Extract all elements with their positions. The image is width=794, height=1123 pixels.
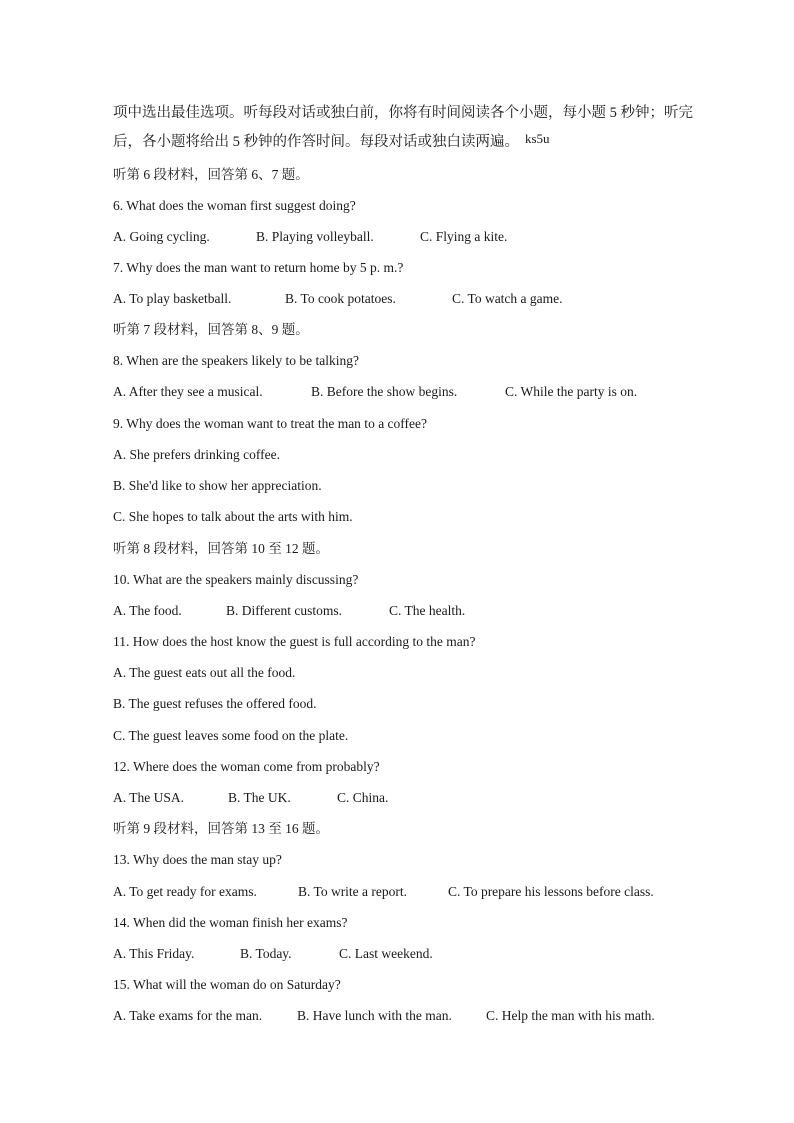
option-c: C. To watch a game. xyxy=(452,291,563,306)
option-a: A. This Friday. xyxy=(113,946,195,961)
option-b: B. The guest refuses the offered food. xyxy=(113,696,317,711)
option-c: C. The health. xyxy=(389,603,466,618)
option-c: C. While the party is on. xyxy=(505,384,638,399)
options-row xyxy=(113,602,465,620)
option-a: A. The food. xyxy=(113,603,182,618)
option-b: B. Have lunch with the man. xyxy=(297,1008,452,1023)
section-heading: 听第 7 段材料，回答第 8、9 题。 xyxy=(113,322,309,337)
option-a: A. After they see a musical. xyxy=(113,384,263,399)
option-c: C. China. xyxy=(337,790,389,805)
question-stem: 12. Where does the woman come from probably? xyxy=(113,759,380,774)
intro-line-1: 项中选出最佳选项。听每段对话或独白前，你将有时间阅读各个小题，每小题 5 秒钟；听完 xyxy=(113,105,693,121)
option-c: C. She hopes to talk about the arts with him. xyxy=(113,509,353,524)
option-a: A. To get ready for exams. xyxy=(113,884,257,899)
option-a: A. The USA. xyxy=(113,790,185,805)
question-stem: 8. When are the speakers likely to be talking? xyxy=(113,353,360,368)
option-b: B. The UK. xyxy=(228,790,291,805)
ks5u-mark: ks5u xyxy=(525,131,550,146)
options-row xyxy=(113,1007,655,1025)
option-a: A. To play basketball. xyxy=(113,291,232,306)
option-b: B. Today. xyxy=(240,946,292,961)
question-stem: 11. How does the host know the guest is full according to the man? xyxy=(113,634,476,649)
question-stem: 9. Why does the woman want to treat the man to a coffee? xyxy=(113,416,428,431)
question-stem: 6. What does the woman first suggest doing? xyxy=(113,198,356,213)
section-heading: 听第 9 段材料，回答第 13 至 16 题。 xyxy=(113,821,329,836)
section-heading: 听第 8 段材料，回答第 10 至 12 题。 xyxy=(113,541,329,556)
options-row xyxy=(113,383,637,401)
option-c: C. Flying a kite. xyxy=(420,229,508,244)
option-c: C. To prepare his lessons before class. xyxy=(448,884,654,899)
option-b: B. To write a report. xyxy=(298,884,408,899)
question-stem: 14. When did the woman finish her exams? xyxy=(113,915,348,930)
options-row xyxy=(113,883,654,901)
option-a: A. The guest eats out all the food. xyxy=(113,665,296,680)
options-row xyxy=(113,945,433,963)
intro-line-2 xyxy=(113,133,550,151)
options-row xyxy=(113,789,388,807)
option-b: B. She'd like to show her appreciation. xyxy=(113,478,322,493)
intro-line-2-text: 后，各小题将给出 5 秒钟的作答时间。每段对话或独白读两遍。 xyxy=(113,134,519,150)
section-heading: 听第 6 段材料，回答第 6、7 题。 xyxy=(113,167,309,182)
options-row xyxy=(113,228,507,246)
option-a: A. Take exams for the man. xyxy=(113,1008,263,1023)
question-stem: 7. Why does the man want to return home by 5 p. m.? xyxy=(113,260,404,275)
question-stem: 10. What are the speakers mainly discussing? xyxy=(113,572,359,587)
option-c: C. Help the man with his math. xyxy=(486,1008,655,1023)
question-stem: 15. What will the woman do on Saturday? xyxy=(113,977,341,992)
option-a: A. Going cycling. xyxy=(113,229,210,244)
option-c: C. The guest leaves some food on the plate. xyxy=(113,728,349,743)
option-a: A. She prefers drinking coffee. xyxy=(113,447,280,462)
option-b: B. Different customs. xyxy=(226,603,342,618)
option-b: B. To cook potatoes. xyxy=(285,291,396,306)
question-stem: 13. Why does the man stay up? xyxy=(113,852,282,867)
option-b: B. Playing volleyball. xyxy=(256,229,374,244)
option-b: B. Before the show begins. xyxy=(311,384,458,399)
option-c: C. Last weekend. xyxy=(339,946,433,961)
options-row xyxy=(113,290,563,308)
